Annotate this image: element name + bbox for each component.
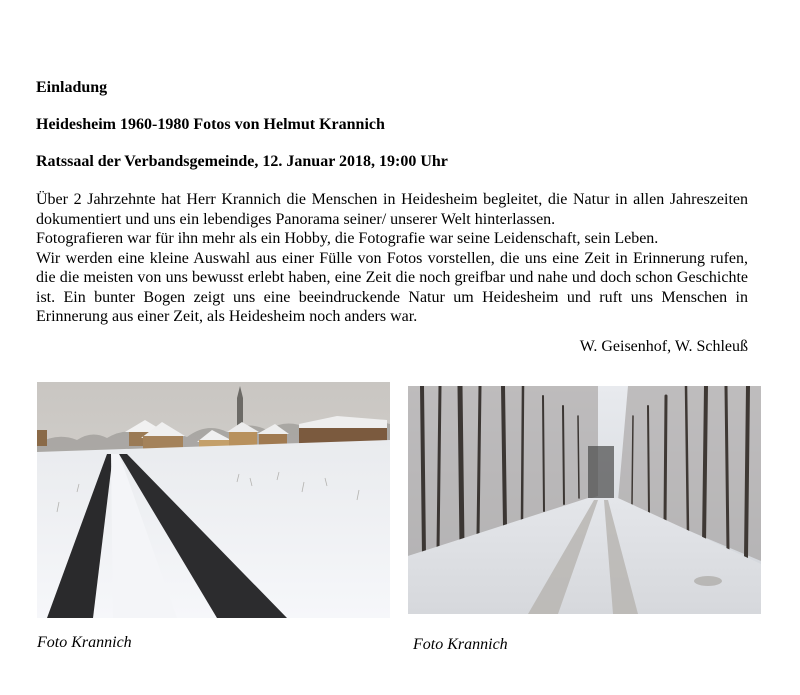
photo-caption-1: Foto Krannich: [37, 634, 132, 651]
body-paragraph-3: Wir werden eine kleine Auswahl aus einer Fülle von Fotos vorstellen, die uns eine Zeit in Erinnerung rufen, die die meisten von uns bewusst erlebt haben, eine Zeit die noch greifbar und nahe und doch schon Geschichte ist. Ein bunter Bogen zeigt uns eine beeindruckende Natur um Heidesheim und ruft uns Menschen in Erinnerung aus einer Zeit, als Heidesheim noch anders war.: [36, 249, 748, 325]
invitation-heading: Einladung: [36, 79, 108, 96]
signature: W. Geisenhof, W. Schleuß: [579, 338, 748, 355]
body-paragraph-1: Über 2 Jahrzehnte hat Herr Krannich die Menschen in Heidesheim begleitet, die Natur in allen Jahreszeiten dokumentiert und uns ein lebendiges Panorama seiner/ unserer Welt hinterlassen.: [36, 191, 748, 228]
photo-snowy-field-path: [37, 382, 390, 618]
event-title: Heidesheim 1960-1980 Fotos von Helmut Krannich: [36, 116, 385, 133]
photo-caption-2: Foto Krannich: [413, 636, 508, 653]
body-paragraph-2: Fotografieren war für ihn mehr als ein Hobby, die Fotografie war seine Leidenschaft, sein Leben.: [36, 230, 659, 247]
invitation-body: [36, 190, 748, 327]
event-venue-date: Ratssaal der Verbandsgemeinde, 12. Januar 2018, 19:00 Uhr: [36, 153, 448, 170]
photo-snowy-forest-path: [408, 386, 761, 614]
